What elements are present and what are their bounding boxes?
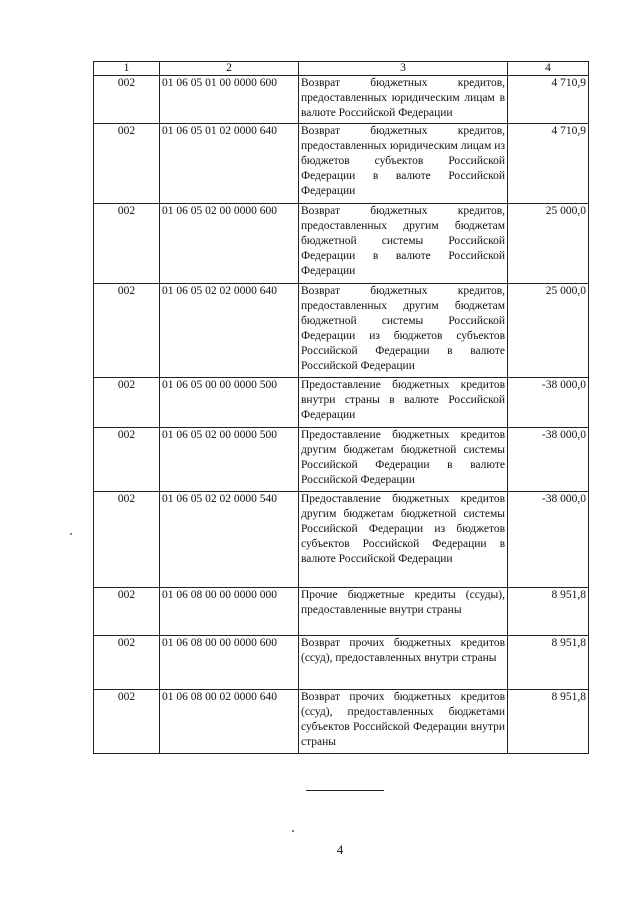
budget-code-cell: 01 06 08 00 00 0000 600	[160, 636, 299, 690]
amount-cell: 8 951,8	[508, 588, 589, 636]
budget-code-cell: 01 06 05 01 00 0000 600	[160, 76, 299, 124]
table-row	[94, 636, 589, 690]
table-row	[94, 690, 589, 754]
scan-speck	[70, 533, 72, 535]
table-header-row	[94, 62, 589, 76]
column-header-1: 1	[94, 62, 160, 76]
table-row	[94, 588, 589, 636]
description-cell: Возврат бюджетных кредитов, предоставленных юридическим лицам в валюте Российской Федерации	[299, 76, 508, 124]
amount-cell: -38 000,0	[508, 428, 589, 492]
description-cell: Возврат бюджетных кредитов, предоставленных другим бюджетам бюджетной системы Российской Федерации в валюте Российской Федерации	[299, 204, 508, 284]
column-header-2: 2	[160, 62, 299, 76]
admin-code-cell: 002	[94, 636, 160, 690]
table-row	[94, 378, 589, 428]
admin-code-cell: 002	[94, 690, 160, 754]
admin-code-cell: 002	[94, 588, 160, 636]
table-row	[94, 492, 589, 588]
table-row	[94, 428, 589, 492]
budget-code-cell: 01 06 05 02 00 0000 600	[160, 204, 299, 284]
amount-cell: -38 000,0	[508, 492, 589, 588]
description-cell: Возврат прочих бюджетных кредитов (ссуд), предоставленных внутри страны	[299, 636, 508, 690]
budget-code-cell: 01 06 08 00 00 0000 000	[160, 588, 299, 636]
budget-code-cell: 01 06 05 02 02 0000 640	[160, 284, 299, 378]
column-header-3: 3	[299, 62, 508, 76]
column-header-4: 4	[508, 62, 589, 76]
page-number: 4	[336, 842, 344, 857]
amount-cell: 4 710,9	[508, 76, 589, 124]
budget-code-cell: 01 06 05 02 00 0000 500	[160, 428, 299, 492]
admin-code-cell: 002	[94, 124, 160, 204]
budget-code-cell: 01 06 05 02 02 0000 540	[160, 492, 299, 588]
amount-cell: 8 951,8	[508, 636, 589, 690]
description-cell: Предоставление бюджетных кредитов другим бюджетам бюджетной системы Российской Федерации из бюджетов субъектов Российской Федерации в валюте Российской Федерации	[299, 492, 508, 588]
budget-code-cell: 01 06 05 00 00 0000 500	[160, 378, 299, 428]
admin-code-cell: 002	[94, 284, 160, 378]
admin-code-cell: 002	[94, 378, 160, 428]
amount-cell: 25 000,0	[508, 204, 589, 284]
description-cell: Предоставление бюджетных кредитов другим бюджетам бюджетной системы Российской Федерации в валюте Российской Федерации	[299, 428, 508, 492]
separator-line	[306, 790, 384, 791]
scan-speck	[292, 830, 294, 832]
amount-cell: -38 000,0	[508, 378, 589, 428]
table-row	[94, 76, 589, 124]
table-row	[94, 124, 589, 204]
description-cell: Возврат прочих бюджетных кредитов (ссуд), предоставленных бюджетами субъектов Российской Федерации внутри страны	[299, 690, 508, 754]
amount-cell: 25 000,0	[508, 284, 589, 378]
description-cell: Возврат бюджетных кредитов, предоставленных юридическим лицам из бюджетов субъектов Российской Федерации в валюте Российской Федерации	[299, 124, 508, 204]
description-cell: Возврат бюджетных кредитов, предоставленных другим бюджетам бюджетной системы Российской Федерации из бюджетов субъектов Российской Федерации в валюте Российской Федерации	[299, 284, 508, 378]
admin-code-cell: 002	[94, 428, 160, 492]
description-cell: Прочие бюджетные кредиты (ссуды), предоставленные внутри страны	[299, 588, 508, 636]
budget-code-cell: 01 06 08 00 02 0000 640	[160, 690, 299, 754]
amount-cell: 4 710,9	[508, 124, 589, 204]
admin-code-cell: 002	[94, 492, 160, 588]
budget-code-cell: 01 06 05 01 02 0000 640	[160, 124, 299, 204]
admin-code-cell: 002	[94, 76, 160, 124]
admin-code-cell: 002	[94, 204, 160, 284]
amount-cell: 8 951,8	[508, 690, 589, 754]
table-row	[94, 204, 589, 284]
description-cell: Предоставление бюджетных кредитов внутри страны в валюте Российской Федерации	[299, 378, 508, 428]
budget-table	[93, 61, 589, 754]
table-row	[94, 284, 589, 378]
